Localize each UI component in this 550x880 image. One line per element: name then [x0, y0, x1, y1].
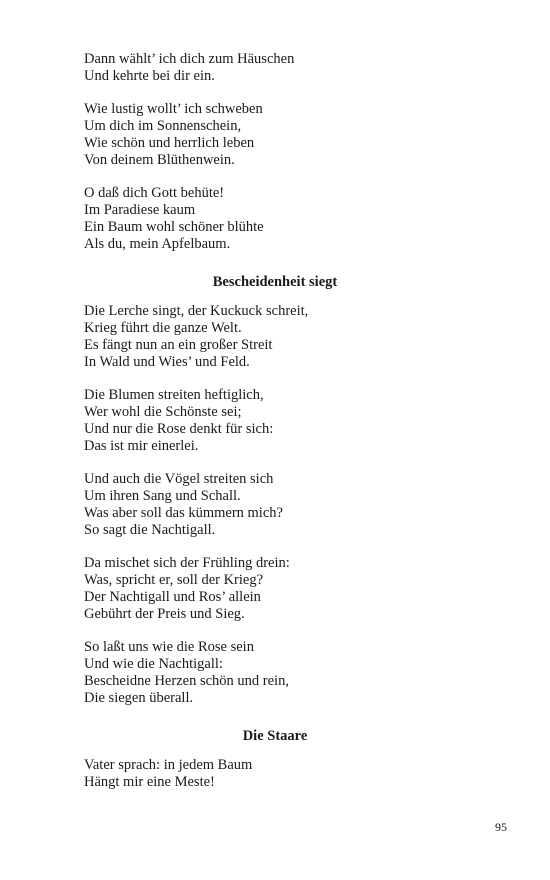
verse-line: Die Lerche singt, der Kuckuck schreit, [84, 303, 309, 319]
verse-line: Und nur die Rose denkt für sich: [84, 421, 274, 437]
verse-line: Im Paradiese kaum [84, 202, 196, 218]
stanza [84, 555, 484, 623]
stanza [84, 101, 484, 169]
verse-line: Und auch die Vögel streiten sich [84, 471, 274, 487]
poem-title: Bescheidenheit siegt [212, 274, 338, 290]
verse-line: Das ist mir einerlei. [84, 438, 199, 454]
verse-line: Da mischet sich der Frühling drein: [84, 555, 290, 571]
verse-line: In Wald und Wies’ und Feld. [84, 354, 250, 370]
verse-line: Um ihren Sang und Schall. [84, 488, 241, 504]
stanza [84, 757, 484, 791]
verse-line: Hängt mir eine Meste! [84, 774, 215, 790]
verse-line: Die siegen überall. [84, 690, 194, 706]
verse-line: Dann wählt’ ich dich zum Häuschen [84, 51, 295, 67]
verse-line: Wie schön und herrlich leben [84, 135, 255, 151]
stanza [84, 51, 484, 85]
verse-line: O daß dich Gott behüte! [84, 185, 225, 201]
verse-line: Und wie die Nachtigall: [84, 656, 223, 672]
verse-line: Bescheidne Herzen schön und rein, [84, 673, 289, 689]
verse-line: Vater sprach: in jedem Baum [84, 757, 253, 773]
verse-line: Um dich im Sonnenschein, [84, 118, 242, 134]
stanza [84, 387, 484, 455]
verse-line: So laßt uns wie die Rose sein [84, 639, 254, 655]
verse-line: Ein Baum wohl schöner blühte [84, 219, 264, 235]
verse-line: Krieg führt die ganze Welt. [84, 320, 242, 336]
stanza [84, 185, 484, 253]
verse-line: Was aber soll das kümmern mich? [84, 505, 283, 521]
verse-line: Wie lustig wollt’ ich schweben [84, 101, 263, 117]
verse-line: Was, spricht er, soll der Krieg? [84, 572, 264, 588]
stanza [84, 471, 484, 539]
verse-line: Wer wohl die Schönste sei; [84, 404, 242, 420]
verse-line: So sagt die Nachtigall. [84, 522, 216, 538]
verse-line: Gebührt der Preis und Sieg. [84, 606, 245, 622]
verse-line: Der Nachtigall und Ros’ allein [84, 589, 261, 605]
verse-line: Als du, mein Apfelbaum. [84, 236, 231, 252]
poem-title: Die Staare [242, 728, 308, 744]
verse-line: Von deinem Blüthenwein. [84, 152, 235, 168]
verse-line: Und kehrte bei dir ein. [84, 68, 215, 84]
stanza [84, 303, 484, 371]
verse-line: Es fängt nun an ein großer Streit [84, 337, 273, 353]
page-number: 95 [495, 820, 507, 834]
stanza [84, 639, 484, 707]
verse-line: Die Blumen streiten heftiglich, [84, 387, 264, 403]
